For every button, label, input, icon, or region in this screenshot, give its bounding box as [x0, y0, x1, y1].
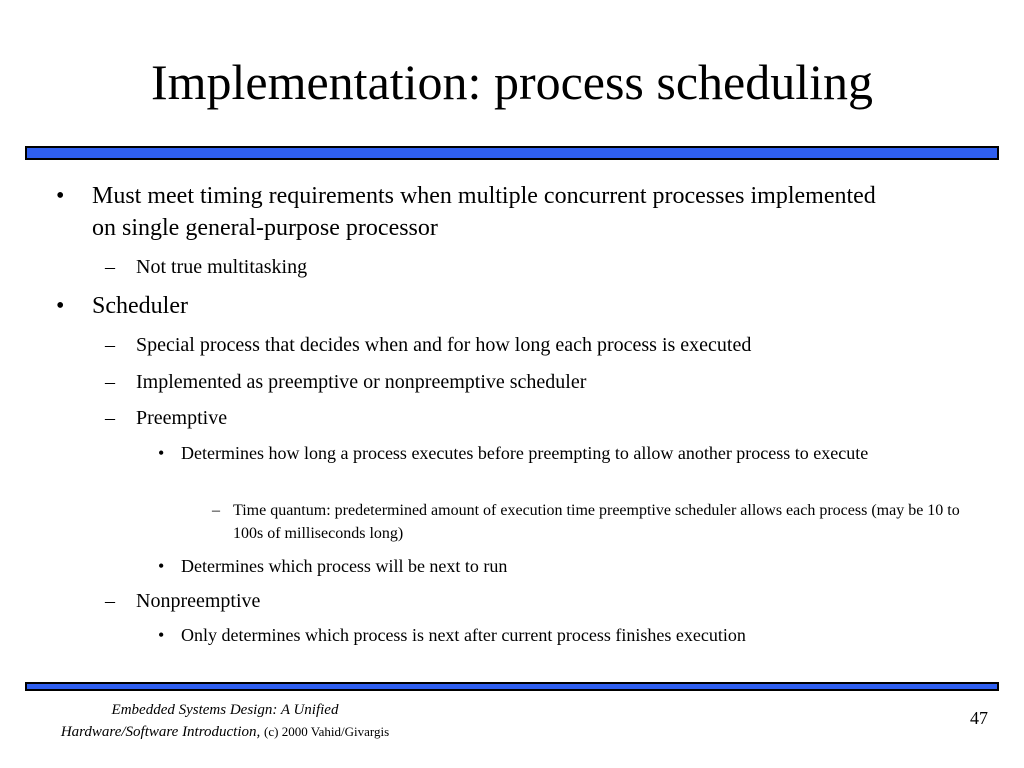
dash-marker: –: [105, 334, 115, 356]
copyright-notice: (c) 2000 Vahid/Givargis: [264, 724, 390, 739]
detail-text: Time quantum: predetermined amount of execution time preemptive scheduler allows each process (may be 10 to 100s of milliseconds long): [233, 502, 960, 542]
book-title-line2-row: [30, 721, 420, 743]
bullet-marker: •: [56, 183, 65, 209]
dash-marker: –: [105, 256, 115, 278]
bullet-text: Scheduler: [92, 293, 188, 319]
sub-bullet-text: Special process that decides when and for how long each process is executed: [136, 334, 752, 356]
dash-marker: –: [105, 371, 115, 393]
dash-marker: –: [105, 590, 115, 612]
small-bullet-marker: •: [158, 556, 165, 576]
sub-bullet-text: Not true multitasking: [136, 256, 308, 278]
page-number: 47: [970, 708, 988, 728]
dash-marker: –: [105, 407, 115, 429]
book-title-line1: Embedded Systems Design: A Unified: [111, 702, 339, 718]
bullet-marker: •: [56, 293, 65, 319]
footer-citation: [30, 700, 420, 743]
title-divider-bar: [25, 146, 999, 160]
sub-bullet-text: Preemptive: [136, 407, 228, 429]
sub-sub-bullet-text: Only determines which process is next after current process finishes execution: [181, 625, 746, 645]
footer-divider-bar: [25, 682, 999, 691]
bullet-text: Must meet timing requirements when multiple concurrent processes implemented on single general-purpose processor: [92, 183, 876, 241]
small-dash-marker: –: [212, 502, 220, 519]
sub-sub-bullet-text: Determines how long a process executes before preempting to allow another process to execute: [181, 443, 869, 463]
slide-title: Implementation: process scheduling: [150, 54, 874, 110]
book-title-line2: Hardware/Software Introduction,: [60, 724, 261, 740]
small-bullet-marker: •: [158, 625, 165, 645]
small-bullet-marker: •: [158, 443, 165, 463]
sub-bullet-text: Implemented as preemptive or nonpreemptive scheduler: [136, 371, 587, 393]
sub-bullet-text: Nonpreemptive: [136, 590, 261, 612]
sub-sub-bullet-text: Determines which process will be next to run: [181, 556, 508, 576]
